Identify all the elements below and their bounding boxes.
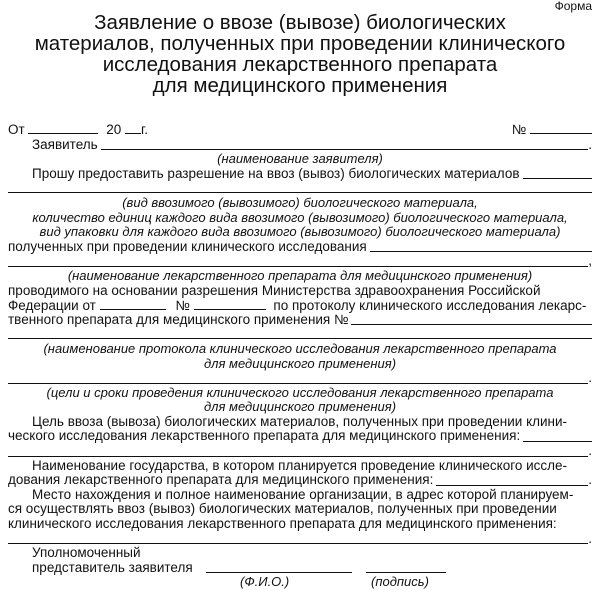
protocol-hint: для медицинского применения) [203,356,397,371]
signature-label-2: представитель заявителя [32,559,193,575]
signature-field[interactable] [366,561,446,573]
drug-field-line: , [8,254,592,269]
date-from-label: От [8,123,25,137]
location-line-2: ся осуществлять ввоз (вывоз) биологических материалов, полученных при проведении [8,502,557,517]
fio-field[interactable] [206,561,352,573]
material-hint: (вид ввозимого (вывозимого) биологического материала, [122,195,478,210]
state-line: Наименование государства, в котором планируется проведение клинического иссле- [32,458,568,473]
permission-line: проводимого на основании разрешения Министерства здравоохранения Российской [8,283,541,298]
number-sign: № [511,123,527,137]
signature-label-1: Уполномоченный [32,546,141,561]
title-line: для медицинского применения [152,74,448,97]
purpose-field-2[interactable] [8,445,588,457]
location-field[interactable] [8,532,588,544]
permission-protocol-text: по протоколу клинического исследования лекарс- [273,298,587,313]
permission-date-field[interactable] [100,298,166,310]
date-line [8,123,592,138]
state-line-2: дования лекарственного препарата для медицинского применения: . [8,473,592,488]
request-text: Прошу предоставить разрешение на ввоз (вывоз) биологических материалов [32,166,520,181]
form-body [8,123,592,590]
protocol-hint: (наименование протокола клинического исследования лекарственного препарата [43,341,557,356]
material-hint: вид упаковки для каждого вида ввозимого (вывозимого) биологического материала) [39,225,561,240]
fio-hint: (Ф.И.О.) [240,574,290,590]
title-line: исследования лекарственного препарата [102,53,498,76]
location-field-line: . [8,532,592,547]
permission-number-sign: № [175,298,190,313]
permission-date-label: Федерации от [8,298,96,313]
signature-hints [8,575,592,590]
purpose-field-line: . [8,444,592,459]
goals-field[interactable] [8,372,588,384]
request-field[interactable] [523,167,592,179]
goals-field-line: . [8,371,592,386]
purpose-field[interactable] [523,430,592,442]
number-block [512,123,592,138]
year-prefix: 20 [106,123,122,137]
permission-line-2 [8,298,592,313]
protocol-field[interactable] [8,327,592,339]
permission-protocol-number-label: твенного препарата для медицинского применения № [8,312,349,327]
goals-hint: (цели и сроки проведения клинического исследования лекарственного препарата [46,385,554,400]
applicant-line: Заявитель . [32,137,592,152]
purpose-text: ческого исследования лекарственного препарата для медицинского применения: [8,429,521,444]
applicant-hint: (наименование заявителя) [217,152,383,167]
applicant-label: Заявитель [32,137,98,152]
title-line: материалов, полученных при проведении клинического [34,32,566,55]
drug-hint: (наименование лекарственного препарата для медицинского применения) [67,268,533,283]
material-field[interactable] [8,181,592,193]
obtained-line [8,240,592,255]
sign-hint: (подпись) [371,574,429,590]
location-line: Место нахождения и полное наименование организации, в адрес которой планируем- [32,487,574,502]
year-suffix: г. [141,123,149,137]
state-text: дования лекарственного препарата для медицинского применения: [8,473,434,488]
signature-line [8,561,592,576]
permission-line-3 [8,313,592,328]
document-title [0,12,600,96]
state-field[interactable] [436,474,588,486]
protocol-field-line [8,327,592,342]
applicant-field[interactable] [101,138,589,150]
goals-hint: для медицинского применения) [203,400,397,415]
protocol-number-field[interactable] [351,313,592,325]
date-block [8,123,148,138]
date-field[interactable] [28,123,98,134]
year-field[interactable] [125,123,141,134]
purpose-line-2 [8,429,592,444]
number-field[interactable] [530,123,592,134]
drug-field[interactable] [8,255,588,267]
request-line [8,167,592,182]
obtained-text: полученных при проведении клинического исследования [8,239,367,254]
material-field-line [8,181,592,196]
location-line-3: клинического исследования лекарственного препарата для медицинского применения: [8,517,557,532]
form-label: Форма [554,0,592,13]
obtained-field[interactable] [370,240,592,252]
purpose-line: Цель ввоза (вывоза) биологических материалов, полученных при проведении клини- [32,414,568,429]
permission-number-field[interactable] [194,298,266,310]
title-line: Заявление о ввозе (вывозе) биологических [94,11,506,34]
material-hint: количество единиц каждого вида ввозимого (вывозимого) биологического материала, [32,210,568,225]
